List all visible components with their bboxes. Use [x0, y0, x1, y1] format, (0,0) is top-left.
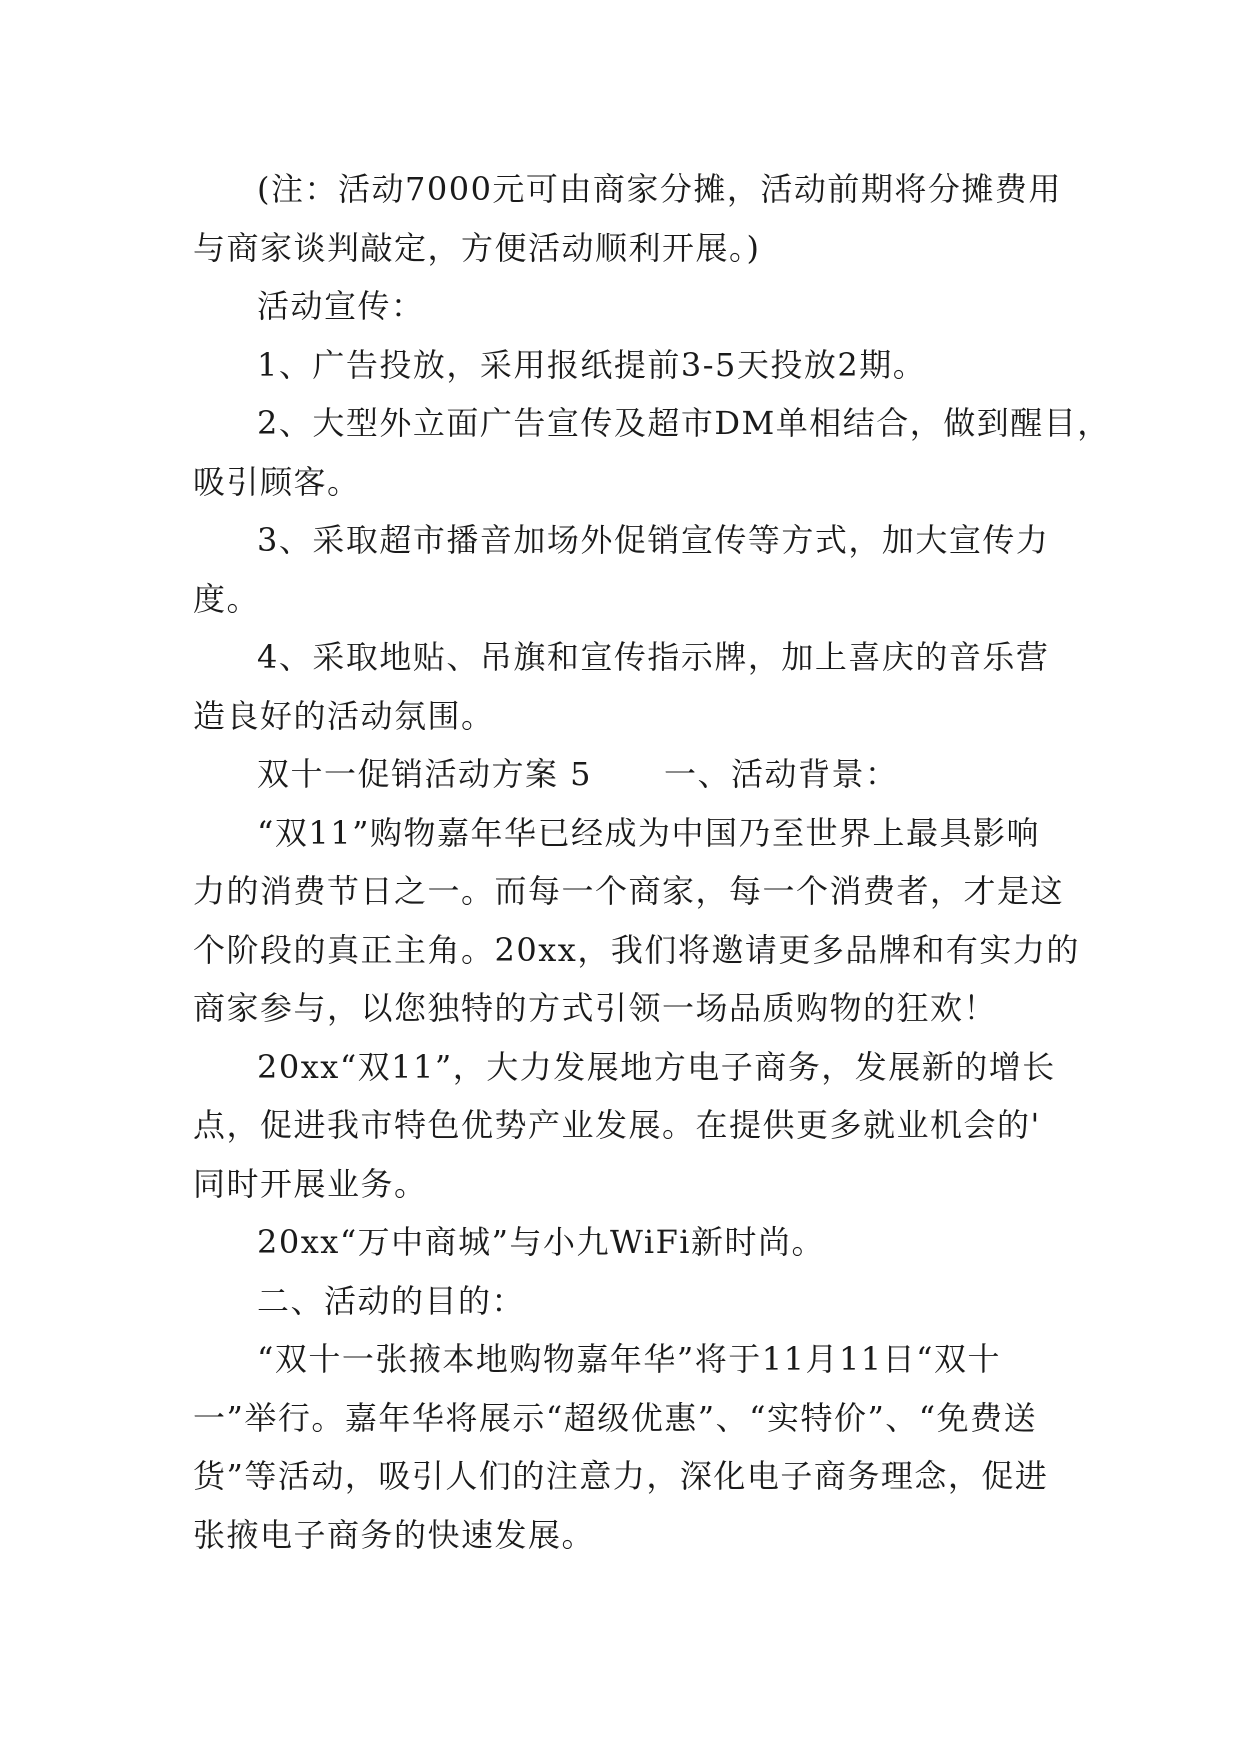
- section-heading: 一、活动背景：: [664, 755, 899, 793]
- text-line: “双十一张掖本地购物嘉年华”将于11月11日“双十: [257, 1340, 1002, 1378]
- text-line: 同时开展业务。: [193, 1164, 428, 1203]
- text-line: (注：活动7000元可由商家分摊，活动前期将分摊费用: [257, 170, 1062, 208]
- text-line: 2、大型外立面广告宣传及超市DM单相结合，做到醒目，: [257, 404, 1111, 442]
- text-line: 二、活动的目的：: [257, 1281, 526, 1320]
- text-line: [193, 745, 1055, 804]
- paragraph-item-2: [193, 394, 1111, 511]
- text-line: 与商家谈判敲定，方便活动顺利开展。): [193, 228, 761, 267]
- paragraph-background: [193, 804, 1080, 1038]
- text-line: 20xx“双11”，大力发展地方电子商务，发展新的增长: [257, 1047, 1056, 1086]
- plan-title: 双十一促销活动方案 5: [257, 755, 593, 793]
- text-line: 20xx“万中商城”与小九WiFi新时尚。: [257, 1223, 826, 1261]
- paragraph-item-1: [193, 336, 1055, 395]
- paragraph-purpose-heading: [193, 1272, 1055, 1331]
- text-line: 个阶段的真正主角。20xx，我们将邀请更多品牌和有实力的: [193, 930, 1080, 969]
- paragraph-section-heading: [193, 277, 1055, 336]
- text-line: 活动宣传：: [257, 287, 425, 325]
- paragraph-item-4: [193, 628, 1055, 745]
- text-line: 3、采取超市播音加场外促销宣传等方式，加大宣传力: [257, 521, 1050, 559]
- text-line: “双11”购物嘉年华已经成为中国乃至世界上最具影响: [257, 813, 1040, 852]
- text-line: 一”举行。嘉年华将展示“超级优惠”、“实特价”、“免费送: [193, 1398, 1038, 1437]
- document-body: [193, 160, 1111, 1564]
- text-line: 1、广告投放，采用报纸提前3-5天投放2期。: [257, 345, 927, 384]
- text-line: 4、采取地贴、吊旗和宣传指示牌，加上喜庆的音乐营: [257, 638, 1050, 676]
- paragraph-item-3: [193, 511, 1055, 628]
- paragraph-development: [193, 1038, 1055, 1214]
- paragraph-note: [193, 160, 1062, 277]
- text-line: 造良好的活动氛围。: [193, 696, 495, 735]
- text-line: 度。: [193, 579, 261, 618]
- text-line: 点，促进我市特色优势产业发展。在提供更多就业机会的': [193, 1106, 1041, 1144]
- text-line: 货”等活动，吸引人们的注意力，深化电子商务理念，促进: [193, 1457, 1049, 1495]
- paragraph-mall: [193, 1213, 1055, 1272]
- text-line: 力的消费节日之一。而每一个商家，每一个消费者，才是这: [193, 872, 1065, 910]
- text-line: 商家参与，以您独特的方式引领一场品质购物的狂欢！: [193, 989, 998, 1027]
- text-line: 张掖电子商务的快速发展。: [193, 1515, 596, 1554]
- text-line: 吸引顾客。: [193, 462, 361, 501]
- paragraph-plan-title: [193, 745, 1055, 804]
- paragraph-purpose: [193, 1330, 1055, 1564]
